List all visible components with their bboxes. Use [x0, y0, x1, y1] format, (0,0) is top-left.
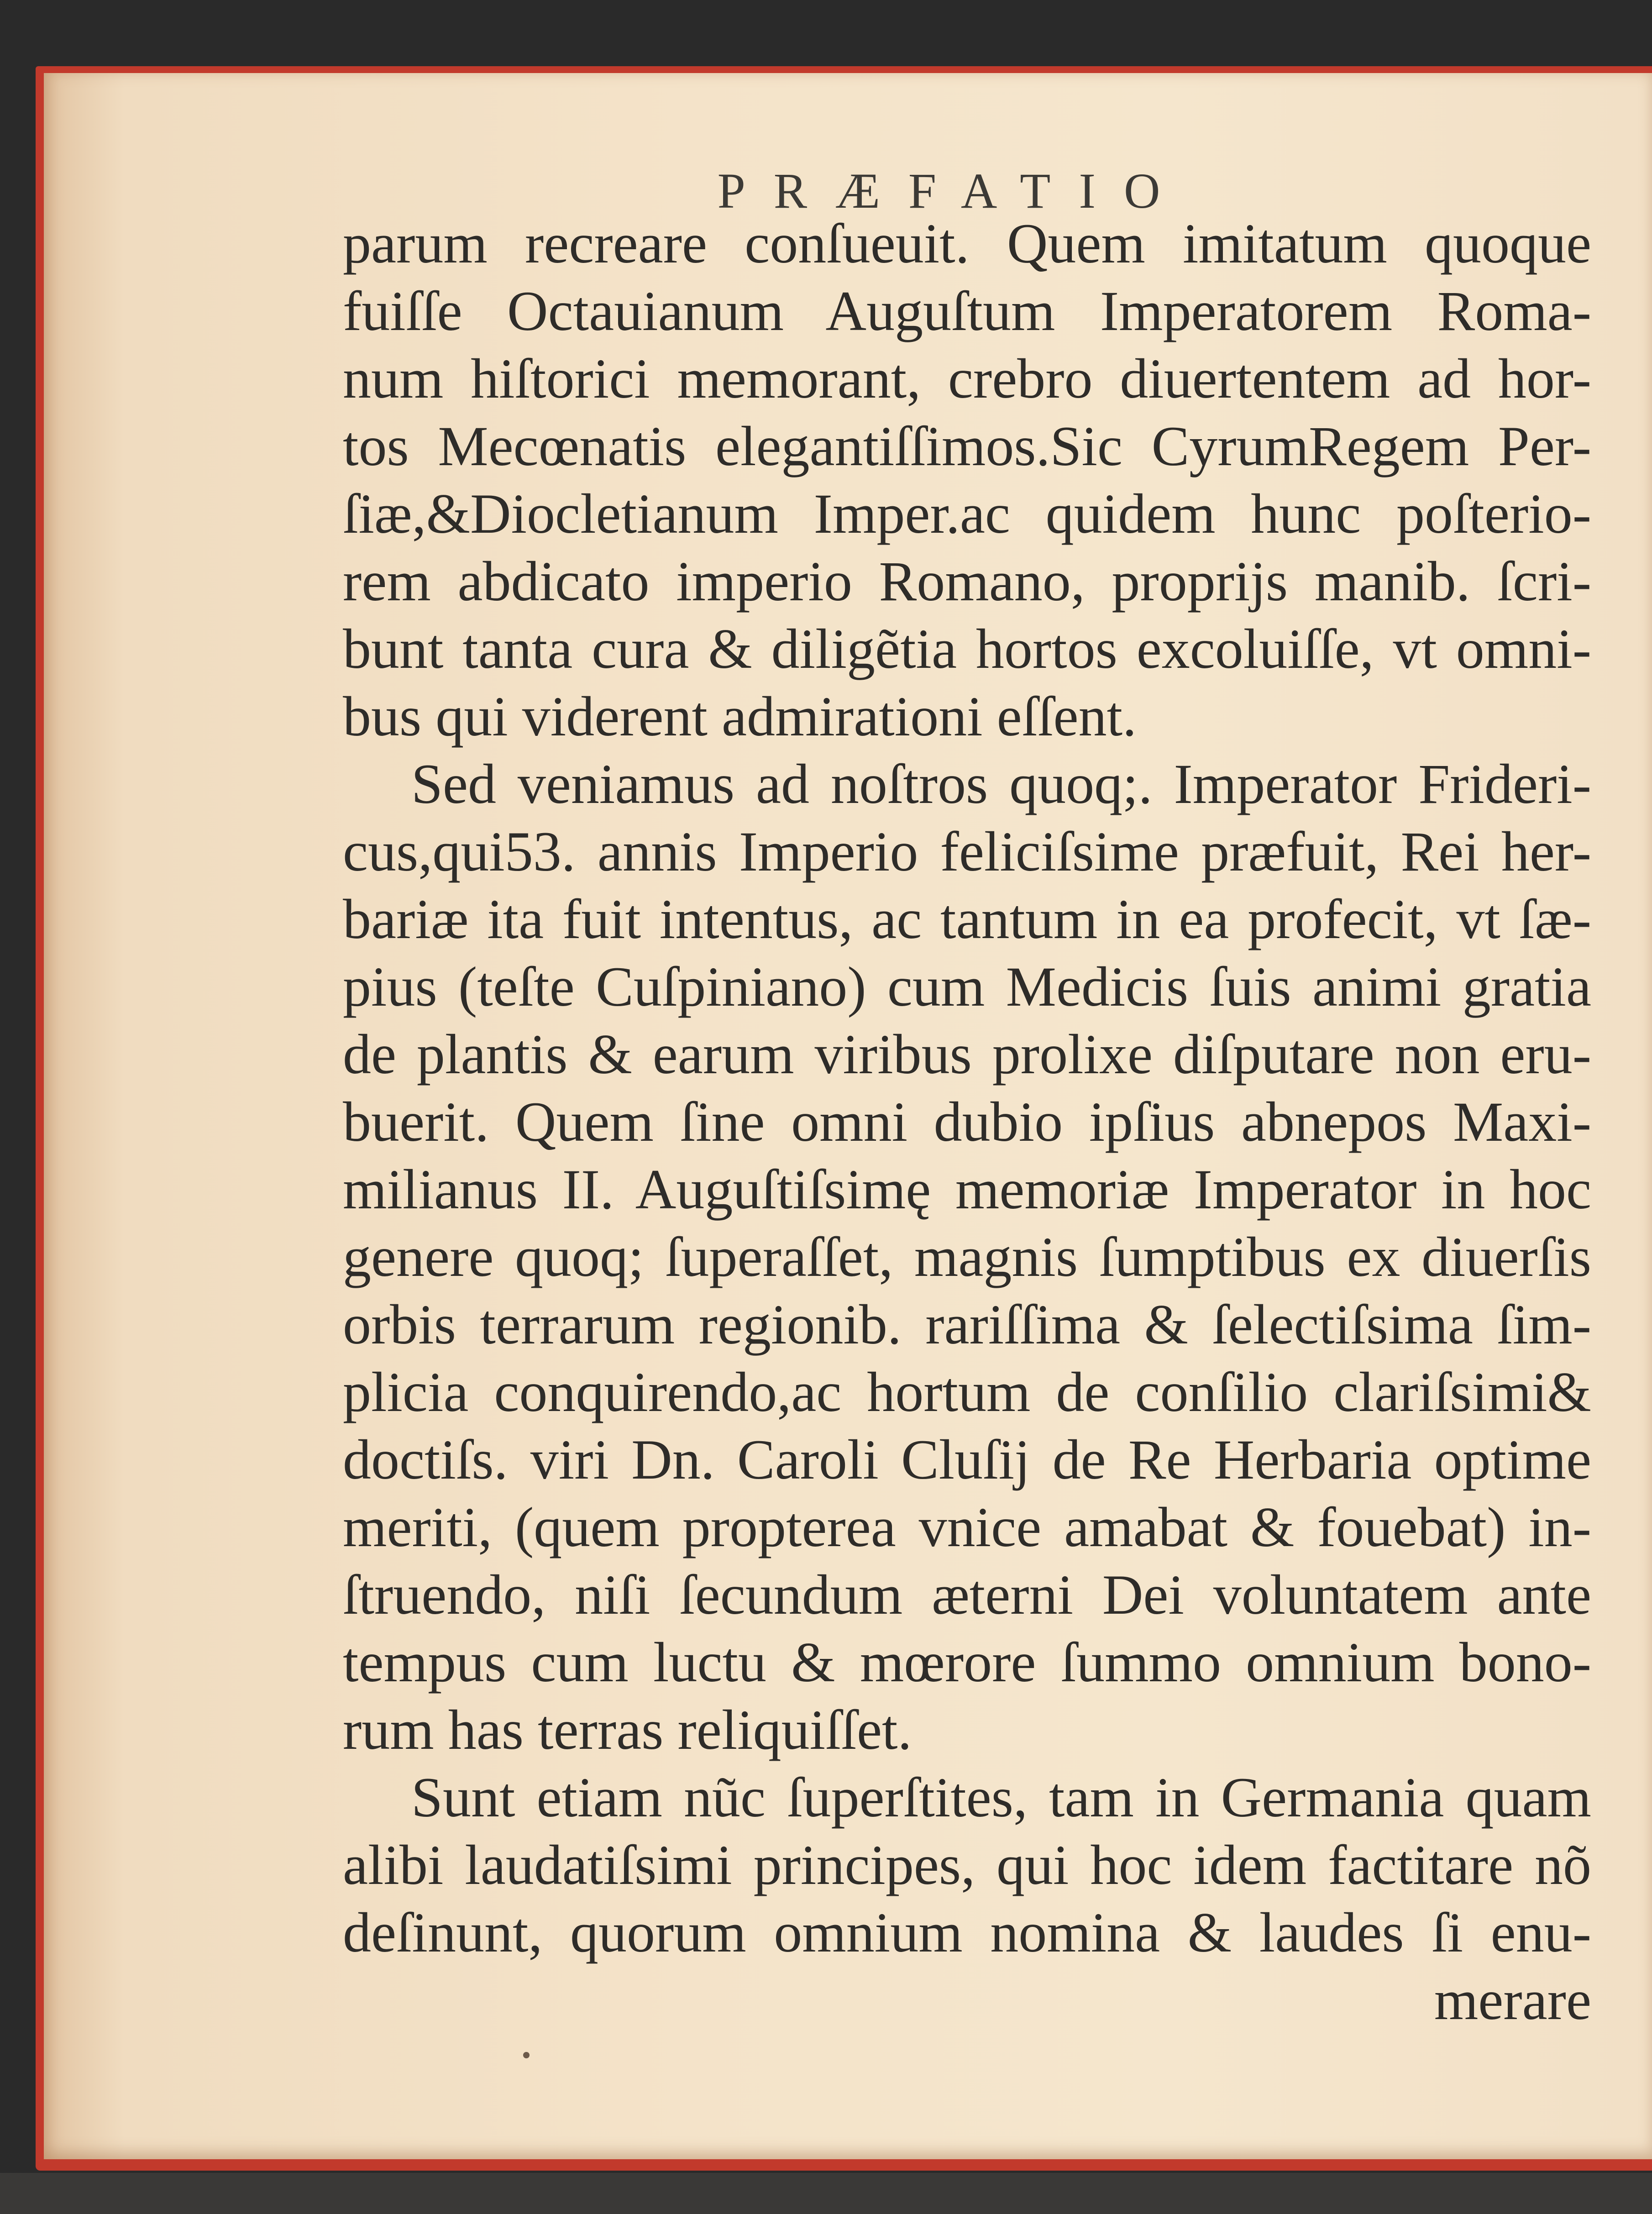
text-line: deſinunt, quorum omnium nomina & laudes ſi enu-: [343, 1901, 1591, 1964]
text-line: milianus II. Auguſtiſsimę memoriæ Imperator in hoc: [343, 1158, 1591, 1221]
text-line: de plantis & earum viribus prolixe diſputare non eru-: [343, 1023, 1591, 1086]
book-page: [44, 73, 1652, 2159]
text-line: fuiſſe Octauianum Auguſtum Imperatorem Roma-: [343, 280, 1591, 342]
text-line: pius (teſte Cuſpiniano) cum Medicis ſuis animi gratia: [343, 955, 1591, 1018]
text-line: buerit. Quem ſine omni dubio ipſius abnepos Maxi-: [343, 1091, 1591, 1153]
text-line: cus,qui53. annis Imperio feliciſsime præfuit, Rei her-: [343, 820, 1591, 883]
text-line: orbis terrarum regionib. rariſſima & ſelectiſsima ſim-: [343, 1293, 1591, 1356]
running-head: PRÆFATIO: [717, 163, 1189, 219]
text-line: bus qui viderent admirationi eſſent.: [343, 685, 1137, 748]
text-line: genere quoq; ſuperaſſet, magnis ſumptibus ex diuerſis: [343, 1226, 1591, 1288]
ink-speck: [523, 2052, 530, 2058]
text-line: plicia conquirendo,ac hortum de conſilio clariſsimi&: [343, 1361, 1591, 1423]
body-text: [343, 210, 1591, 2034]
text-line: ſtruendo, niſi ſecundum æterni Dei voluntatem ante: [343, 1563, 1591, 1626]
text-line: tempus cum luctu & mœrore ſummo omnium bono-: [343, 1631, 1591, 1694]
text-line: Sunt etiam nũc ſuperſtites, tam in Germania quam: [411, 1766, 1591, 1829]
text-line: alibi laudatiſsimi principes, qui hoc idem factitare nõ: [343, 1834, 1591, 1896]
text-line: meriti, (quem propterea vnice amabat & fouebat) in-: [343, 1496, 1591, 1558]
text-line: Sed veniamus ad noſtros quoq;. Imperator Frideri-: [411, 753, 1591, 815]
text-line: ſiæ,&Diocletianum Imper.ac quidem hunc poſterio-: [343, 483, 1591, 545]
text-line: rum has terras reliquiſſet.: [343, 1699, 912, 1761]
scan-background: [0, 2173, 1652, 2214]
text-line: tos Mecœnatis elegantiſſimos.Sic CyrumRegem Per-: [343, 415, 1591, 477]
text-line: parum recreare conſueuit. Quem imitatum quoque: [343, 212, 1591, 275]
text-line: num hiſtorici memorant, crebro diuertentem ad hor-: [343, 347, 1591, 410]
text-line: bariæ ita fuit intentus, ac tantum in ea profecit, vt ſæ-: [343, 888, 1591, 950]
text-line: bunt tanta cura & diligẽtia hortos excoluiſſe, vt omni-: [343, 618, 1591, 680]
text-line: doctiſs. viri Dn. Caroli Cluſij de Re Herbaria optime: [343, 1428, 1591, 1491]
text-line: merare: [1434, 1969, 1591, 2031]
text-line: rem abdicato imperio Romano, proprijs manib. ſcri-: [343, 550, 1591, 613]
